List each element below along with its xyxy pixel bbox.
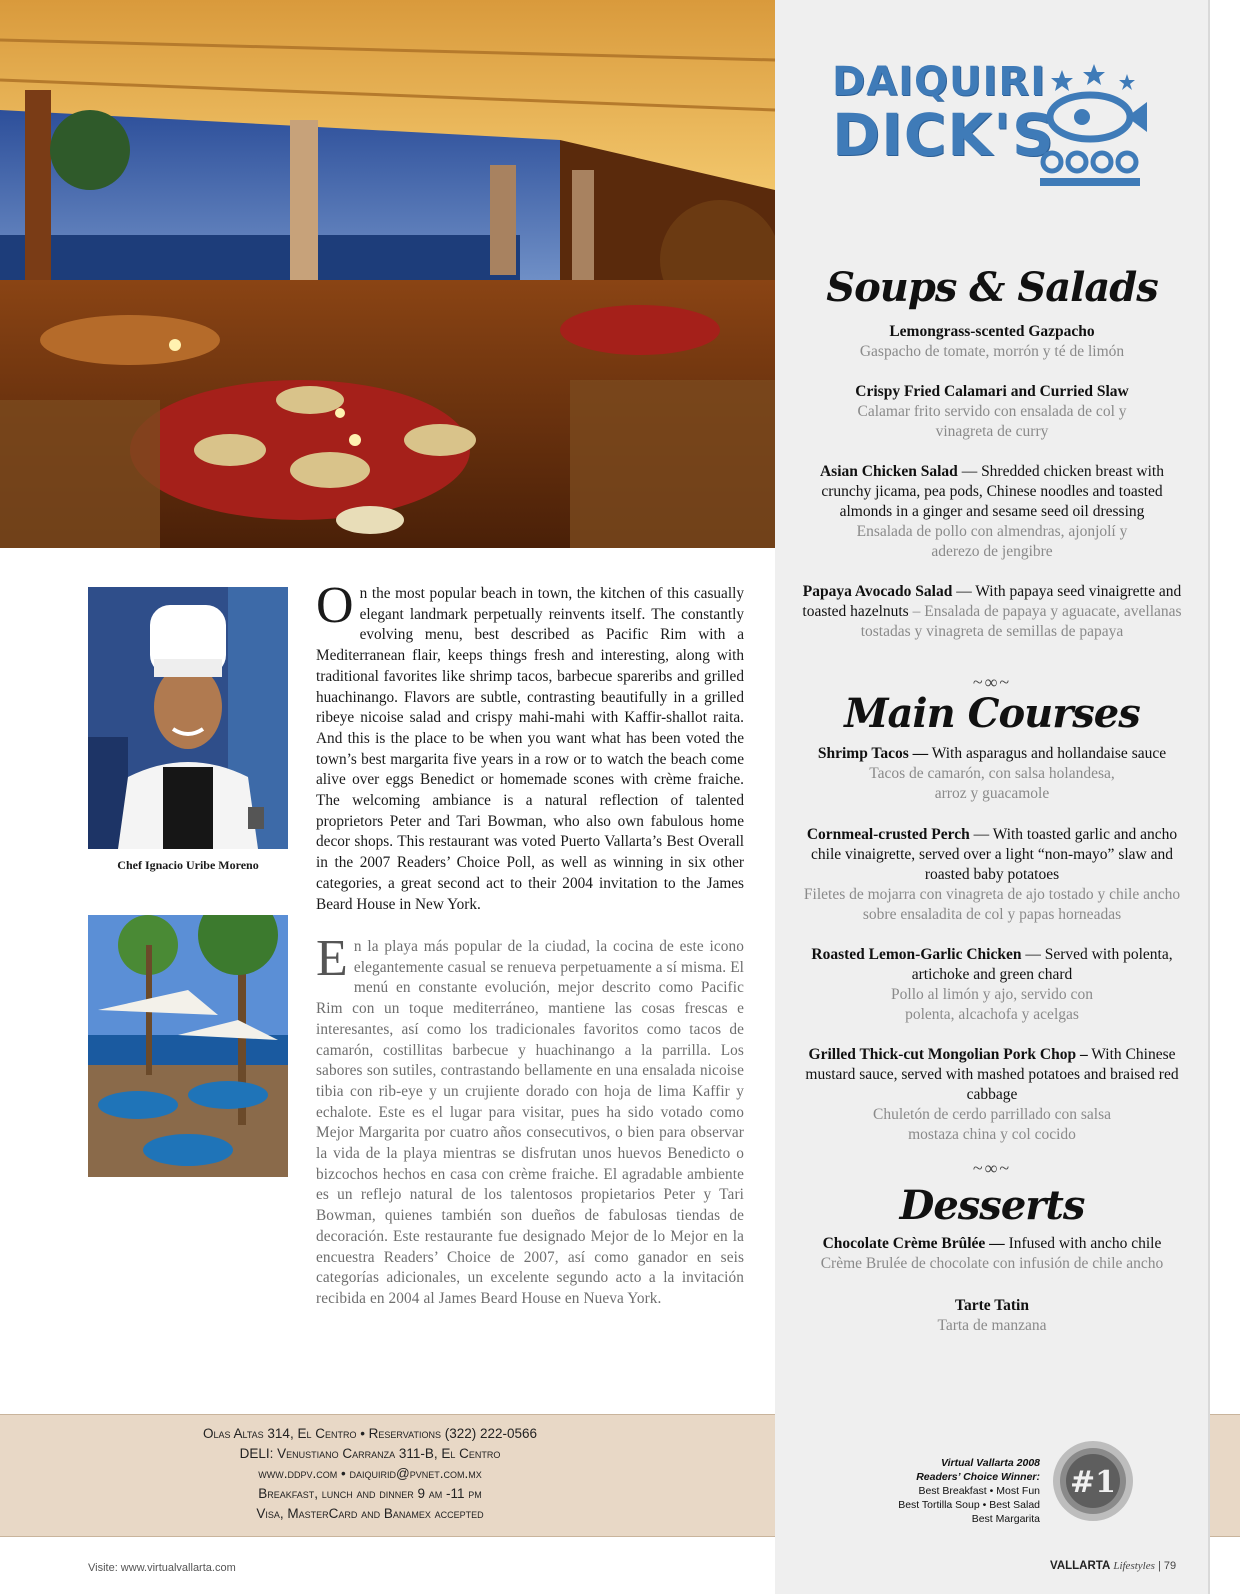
address-line: Olas Altas 314, El Centro • Reservations (322) 222-0566 (202, 1426, 538, 1441)
restaurant-photo (0, 0, 775, 548)
footer-brand (1050, 1560, 1176, 1572)
daiquiri-dicks-logo (832, 59, 1150, 197)
menu-item: Chocolate Crème Brûlée — Infused with ancho chile Crème Brulée de chocolate con infusión de chile ancho (820, 1235, 1164, 1272)
fish-emblem-icon (1032, 62, 1150, 192)
divider-flourish-icon: ~∞~ (972, 1158, 1012, 1178)
article-english-text: n the most popular beach in town, the kitchen of this casually elegant landmark perpetually reinvents itself. The constantly evolving menu, best described as Pacific Rim with a Mediterranean flair, keeps things fresh and interesting, along with traditional favorites like shrimp tacos, barbecue spareribs and grilled huachinango. Flavors are subtle, contrasting beautifully in a grilled ribeye nicoise salad and crispy mahi-mahi with Kaffir-shallot raita. And this is the place to be when you want what has been voted the town’s best margarita five years in a row or to watch the beach come alive over eggs Benedict or homemade scones with crème fraiche. The welcoming ambiance is a natural reflection of talented proprietors Peter and Tari Bowman, who also own fabulous home decor shops. This restaurant was voted Puerto Vallarta’s Best Overall in the 2007 Readers’ Choice Poll, as well as winning in six other categories, a great second act to their 2004 invitation to the James Beard House in New York. (316, 585, 744, 913)
article-spanish-text: n la playa más popular de la ciudad, la cocina de este icono elegantemente casual se renueva perpetuamente a sí misma. El menú en constante evolución, mejor descrito como Pacific Rim con un toque mediterráneo, mantiene las cosas frescas e interesantes, así como los tradicionales favoritos como tacos de camarón, costillitas barbecue y huachinango a la parrilla. Los sabores son sutiles, contrastando bellamente en una ensalada nicoise tibia con rib-eye y un crujiente dorado con hoja de lima Kaffir y echalote. Este es el lugar para visitar, pues ha sido votado como Mejor Margarita por cuatro años consecutivos, o bien para observar la vida de la playa mientras se disfrutan unos huevos Benedicto o bizcochos hechos en casa con crème fraiche. El agradable ambiente es un reflejo natural de los talentosos propietarios Peter y Tari Bowman, quienes también son dueños de fabulosas tiendas de decoración. Este restaurante fue designado Mejor de lo Mejor en la encuestra Readers’ Choice de 2007, así como ganador en seis categorías adicionales, un excelente segundo acto a la invitación recibida en 2004 al James Beard House en Nueva York. (316, 938, 744, 1307)
dropcap: E (316, 930, 348, 987)
menu-item: Lemongrass-scented Gazpacho Gaspacho de tomate, morrón y té de limón (859, 323, 1125, 360)
web-email-line: www.ddpv.com • daiquirid@pvnet.com.mx (258, 1466, 482, 1481)
soups-title: Soups & Salads (826, 264, 1158, 311)
logo-line1: DAIQUIRI (832, 59, 1047, 105)
payment-line: Visa, MasterCard and Banamex accepted (256, 1506, 484, 1521)
hours-line: Breakfast, lunch and dinner 9 am -11 pm (258, 1486, 482, 1501)
article-english (316, 577, 744, 915)
menu-item: Tarte Tatin Tarta de manzana (937, 1297, 1047, 1334)
main-courses-title: Main Courses (844, 690, 1140, 737)
dropcap: O (316, 577, 354, 634)
desserts-section (800, 1182, 1184, 1229)
menu-item: Asian Chicken Salad — Shredded chicken breast with crunchy jicama, pea pods, Chinese noodles and toasted almonds in a ginger and sesame seed oil dressing Ensalada de pollo con almendras, ajonjolí y aderezo de jengibre (819, 463, 1164, 560)
logo-line2: DICK'S (832, 101, 1055, 169)
menu-item: Papaya Avocado Salad — With papaya seed vinaigrette and toasted hazelnuts – Ensalada de papaya y aguacate, avellanas tostadas y vinagreta de semillas de papaya (802, 583, 1182, 640)
info-bar-edge (1210, 1414, 1240, 1537)
article-spanish (316, 930, 744, 1310)
award-seal-icon (1052, 1440, 1134, 1522)
brand-italic: Lifestyles (1113, 1560, 1155, 1572)
award-text: Virtual Vallarta 2008 Readers’ Choice Winner: Best Breakfast • Most Fun Best Tortilla Soup • Best Salad Best Margarita (898, 1457, 1040, 1525)
page-number: | 79 (1157, 1560, 1177, 1572)
restaurant-info (60, 1424, 680, 1524)
menu-item: Roasted Lemon-Garlic Chicken — Served with polenta, artichoke and green chard Pollo al limón y ajo, servido con polenta, alcachofa y acelgas (811, 946, 1173, 1023)
deli-line: DELI: Venustiano Carranza 311-B, El Centro (239, 1446, 501, 1461)
seal-text: #1 (1069, 1465, 1117, 1500)
soups-section (800, 264, 1184, 311)
brand-name: VALLARTA (1050, 1560, 1111, 1572)
menu-item: Crispy Fried Calamari and Curried Slaw Calamar frito servido con ensalada de col y vinagreta de curry (855, 383, 1129, 440)
menu-item: Shrimp Tacos — With asparagus and hollandaise sauce Tacos de camarón, con salsa holandesa, arroz y guacamole (817, 745, 1167, 802)
desserts-title: Desserts (899, 1182, 1085, 1229)
main-courses-section (800, 690, 1184, 737)
footer-visit: Visite: www.virtualvallarta.com (88, 1562, 236, 1574)
chef-caption: Chef Ignacio Uribe Moreno (117, 858, 259, 872)
beach-terrace-photo (88, 915, 288, 1177)
menu-item: Grilled Thick-cut Mongolian Pork Chop – With Chinese mustard sauce, served with mashed potatoes and braised red cabbage Chuletón de cerdo parrillado con salsa mostaza china y col cocido (805, 1046, 1179, 1143)
divider-flourish-icon: ~∞~ (972, 672, 1012, 692)
menu-item: Cornmeal-crusted Perch — With toasted garlic and ancho chile vinaigrette, served over a light “non-mayo” slaw and roasted baby potatoes Filetes de mojarra con vinagreta de ajo tostado y chile ancho sobre ensaladita de col y papas horneadas (803, 826, 1181, 923)
chef-photo (88, 587, 288, 849)
